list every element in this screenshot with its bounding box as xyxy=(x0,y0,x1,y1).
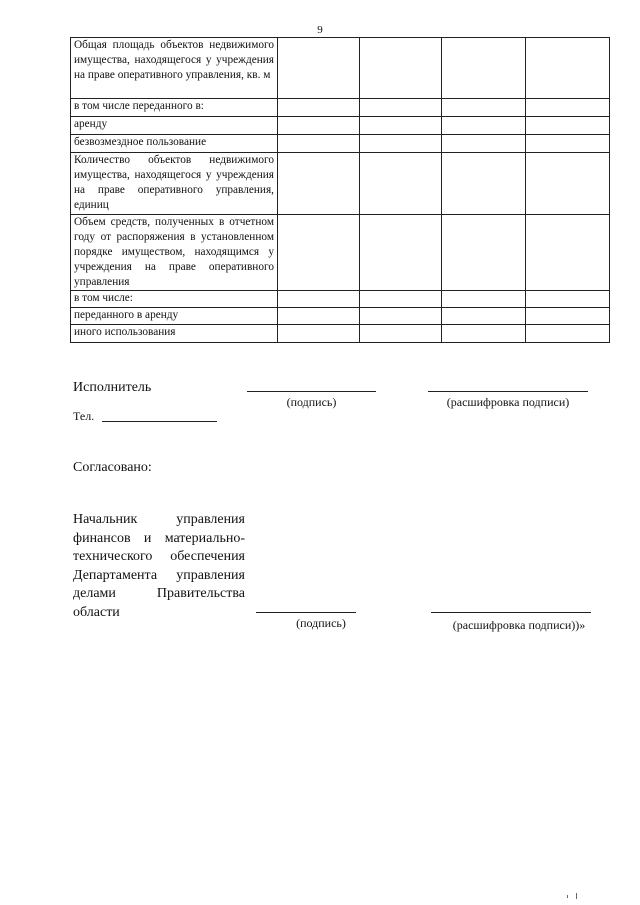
table-row xyxy=(71,325,610,343)
row-label-including-transferred: в том числе переданного в: xyxy=(71,99,278,117)
row-label-object-count: Количество объектов недвижимого имущества, находящегося у учреждения на праве оперативного управления, единиц xyxy=(71,153,278,215)
executor-decode-caption: (расшифровка подписи) xyxy=(446,395,570,409)
table-cell xyxy=(360,99,442,117)
table-cell xyxy=(442,325,526,343)
table-row xyxy=(71,153,610,215)
executor-signature-caption: (подпись) xyxy=(286,395,337,409)
table-row xyxy=(71,38,610,99)
table-cell xyxy=(278,291,360,308)
executor-decode-line xyxy=(428,391,588,392)
table-cell xyxy=(360,308,442,325)
table-cell xyxy=(278,153,360,215)
table-cell xyxy=(442,153,526,215)
approval-signature-caption: (подпись) xyxy=(296,616,346,630)
table-cell xyxy=(526,99,610,117)
row-label-total-area: Общая площадь объектов недвижимого имущества, находящегося у учреждения на праве оперативного управления, кв. м xyxy=(71,38,278,99)
table-row xyxy=(71,308,610,325)
table-row xyxy=(71,99,610,117)
table-cell xyxy=(526,135,610,153)
table-cell xyxy=(526,153,610,215)
table-cell xyxy=(360,38,442,99)
approver-position: Начальник управления финансов и материально-технического обеспечения Департамента управления делами Правительства области xyxy=(73,512,245,620)
tel-label: Тел. xyxy=(73,409,95,423)
row-label-lease: аренду xyxy=(71,117,278,135)
table-cell xyxy=(442,291,526,308)
table-cell xyxy=(526,117,610,135)
tel-line xyxy=(102,421,217,422)
executor-signature-line xyxy=(247,391,376,392)
table-row xyxy=(71,291,610,308)
table-cell xyxy=(526,38,610,99)
table-cell xyxy=(360,153,442,215)
table-cell xyxy=(442,215,526,291)
row-label-including: в том числе: xyxy=(71,291,278,308)
table-cell xyxy=(526,325,610,343)
approval-label: Согласовано: xyxy=(73,460,152,475)
approval-decode-line xyxy=(431,612,591,613)
table-cell xyxy=(442,117,526,135)
table-cell xyxy=(278,325,360,343)
table-cell xyxy=(442,99,526,117)
page-number: 9 xyxy=(317,24,323,36)
table-row xyxy=(71,117,610,135)
row-label-leased-out: переданного в аренду xyxy=(71,308,278,325)
approval-decode-caption: (расшифровка подписи))» xyxy=(452,618,586,632)
table-cell xyxy=(278,38,360,99)
table-cell xyxy=(442,135,526,153)
table-cell xyxy=(442,308,526,325)
approval-signature-line xyxy=(256,612,356,613)
table-cell xyxy=(360,325,442,343)
executor-label: Исполнитель xyxy=(73,380,152,395)
scan-artifact xyxy=(567,893,579,899)
table-cell xyxy=(360,215,442,291)
table-cell xyxy=(360,135,442,153)
property-table xyxy=(70,37,610,343)
table-row xyxy=(71,215,610,291)
row-label-free-use: безвозмездное пользование xyxy=(71,135,278,153)
table-cell xyxy=(278,308,360,325)
row-label-other-use: иного использования xyxy=(71,325,278,343)
table-cell xyxy=(360,117,442,135)
table-cell xyxy=(526,215,610,291)
row-label-funds-received: Объем средств, полученных в отчетном году от распоряжения в установленном порядке имуществом, находящимся у учреждения на праве оперативного управления xyxy=(71,215,278,291)
table-cell xyxy=(360,291,442,308)
table-cell xyxy=(526,291,610,308)
table-cell xyxy=(278,117,360,135)
table-cell xyxy=(278,215,360,291)
table-row xyxy=(71,135,610,153)
table-cell xyxy=(442,38,526,99)
table-cell xyxy=(526,308,610,325)
table-cell xyxy=(278,135,360,153)
table-cell xyxy=(278,99,360,117)
